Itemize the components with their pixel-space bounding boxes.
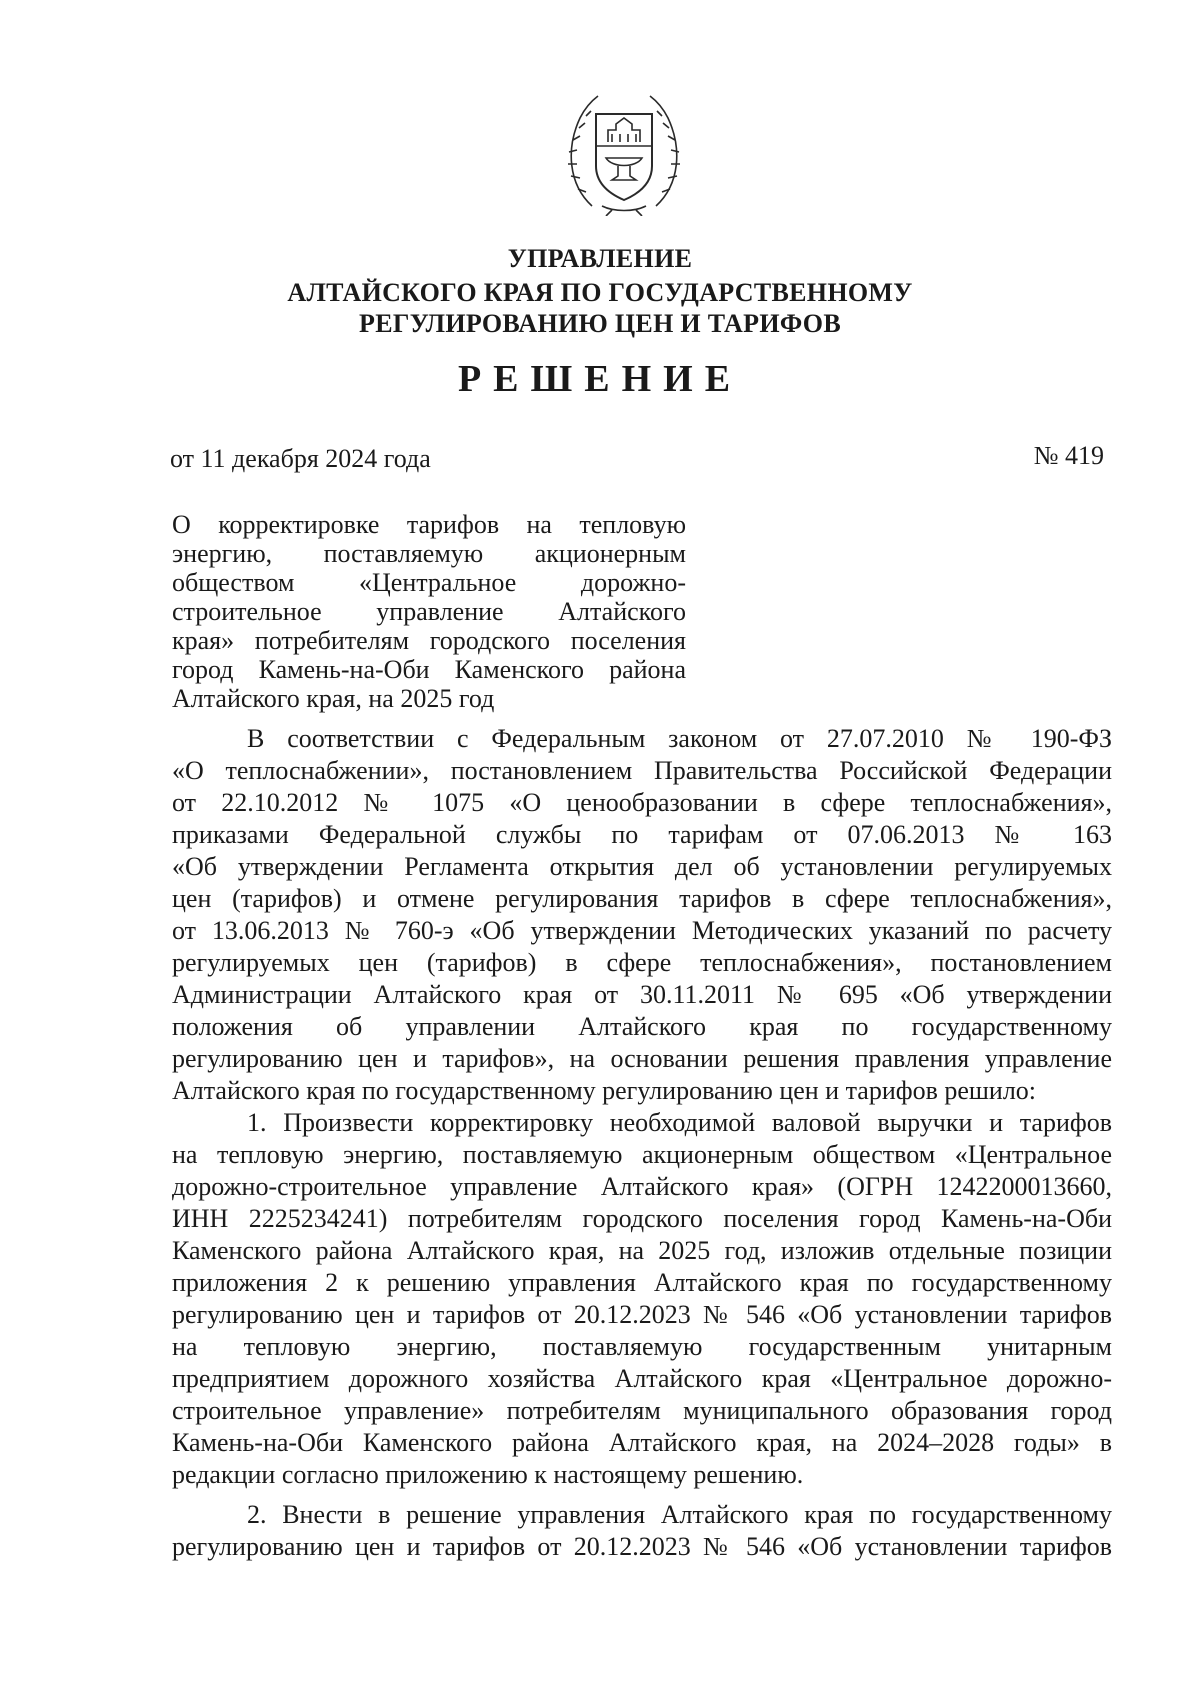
body-line: регулированию цен и тарифов», на основании решения правления управление	[172, 1044, 1112, 1073]
body-line: 2. Внести в решение управления Алтайского края по государственному	[247, 1500, 1112, 1529]
body-line: Камень-на-Оби Каменского района Алтайского края, на 2024–2028 годы» в	[172, 1428, 1112, 1457]
body-line: строительное управление» потребителям муниципального образования город	[172, 1396, 1112, 1425]
body-line: от 13.06.2013 № 760-э «Об утверждении Методических указаний по расчету	[172, 916, 1112, 945]
organization-line-2: АЛТАЙСКОГО КРАЯ ПО ГОСУДАРСТВЕННОМУ	[287, 278, 913, 307]
body-line: редакции согласно приложению к настоящему решению.	[172, 1460, 804, 1489]
decision-subject	[172, 510, 686, 713]
body-line: «Об утверждении Регламента открытия дел об установлении регулируемых	[172, 852, 1112, 881]
body-line: предприятием дорожного хозяйства Алтайского края «Центральное дорожно-	[172, 1364, 1112, 1393]
body-line: «О теплоснабжении», постановлением Правительства Российской Федерации	[172, 756, 1112, 785]
body-line: регулируемых цен (тарифов) в сфере теплоснабжения», постановлением	[172, 948, 1112, 977]
organization-line-1: УПРАВЛЕНИЕ	[507, 244, 693, 273]
subject-line: Алтайского края, на 2025 год	[172, 684, 495, 713]
body-line: от 22.10.2012 № 1075 «О ценообразовании в сфере теплоснабжения»,	[172, 788, 1112, 817]
body-line: регулированию цен и тарифов от 20.12.2023 № 546 «Об установлении тарифов	[172, 1300, 1112, 1329]
subject-line: края» потребителям городского поселения	[172, 626, 686, 655]
organization-line-3: РЕГУЛИРОВАНИЮ ЦЕН И ТАРИФОВ	[359, 309, 841, 338]
body-line: приложения 2 к решению управления Алтайского края по государственному	[172, 1268, 1112, 1297]
subject-line: обществом «Центральное дорожно-	[172, 568, 686, 597]
document-number: № 419	[1033, 441, 1104, 470]
body-line: положения об управлении Алтайского края по государственному	[172, 1012, 1112, 1041]
body-line: на тепловую энергию, поставляемую акционерным обществом «Центральное	[172, 1140, 1112, 1169]
body-line: Администрации Алтайского края от 30.11.2011 № 695 «Об утверждении	[172, 980, 1112, 1009]
body-line: на тепловую энергию, поставляемую государственным унитарным	[172, 1332, 1112, 1361]
coat-of-arms-emblem	[562, 88, 686, 216]
subject-line: город Камень-на-Оби Каменского района	[172, 655, 686, 684]
body-line: цен (тарифов) и отмене регулирования тарифов в сфере теплоснабжения»,	[172, 884, 1112, 913]
body-line: 1. Произвести корректировку необходимой валовой выручки и тарифов	[247, 1108, 1112, 1137]
document-type-title: РЕШЕНИЕ	[457, 358, 743, 400]
body-line: приказами Федеральной службы по тарифам от 07.06.2013 № 163	[172, 820, 1112, 849]
subject-line: строительное управление Алтайского	[172, 597, 686, 626]
subject-line: О корректировке тарифов на тепловую	[172, 510, 686, 539]
body-line: Алтайского края по государственному регулированию цен и тарифов решило:	[172, 1076, 1037, 1105]
body-line: Каменского района Алтайского края, на 2025 год, изложив отдельные позиции	[172, 1236, 1112, 1265]
body-line: ИНН 2225234241) потребителям городского поселения город Камень-на-Оби	[172, 1204, 1112, 1233]
body-line: В соответствии с Федеральным законом от 27.07.2010 № 190-ФЗ	[247, 724, 1112, 753]
document-date: от 11 декабря 2024 года	[170, 444, 431, 473]
body-line: дорожно-строительное управление Алтайского края» (ОГРН 1242200013660,	[172, 1172, 1112, 1201]
subject-line: энергию, поставляемую акционерным	[172, 539, 686, 568]
body-line: регулированию цен и тарифов от 20.12.2023 № 546 «Об установлении тарифов	[172, 1532, 1112, 1561]
